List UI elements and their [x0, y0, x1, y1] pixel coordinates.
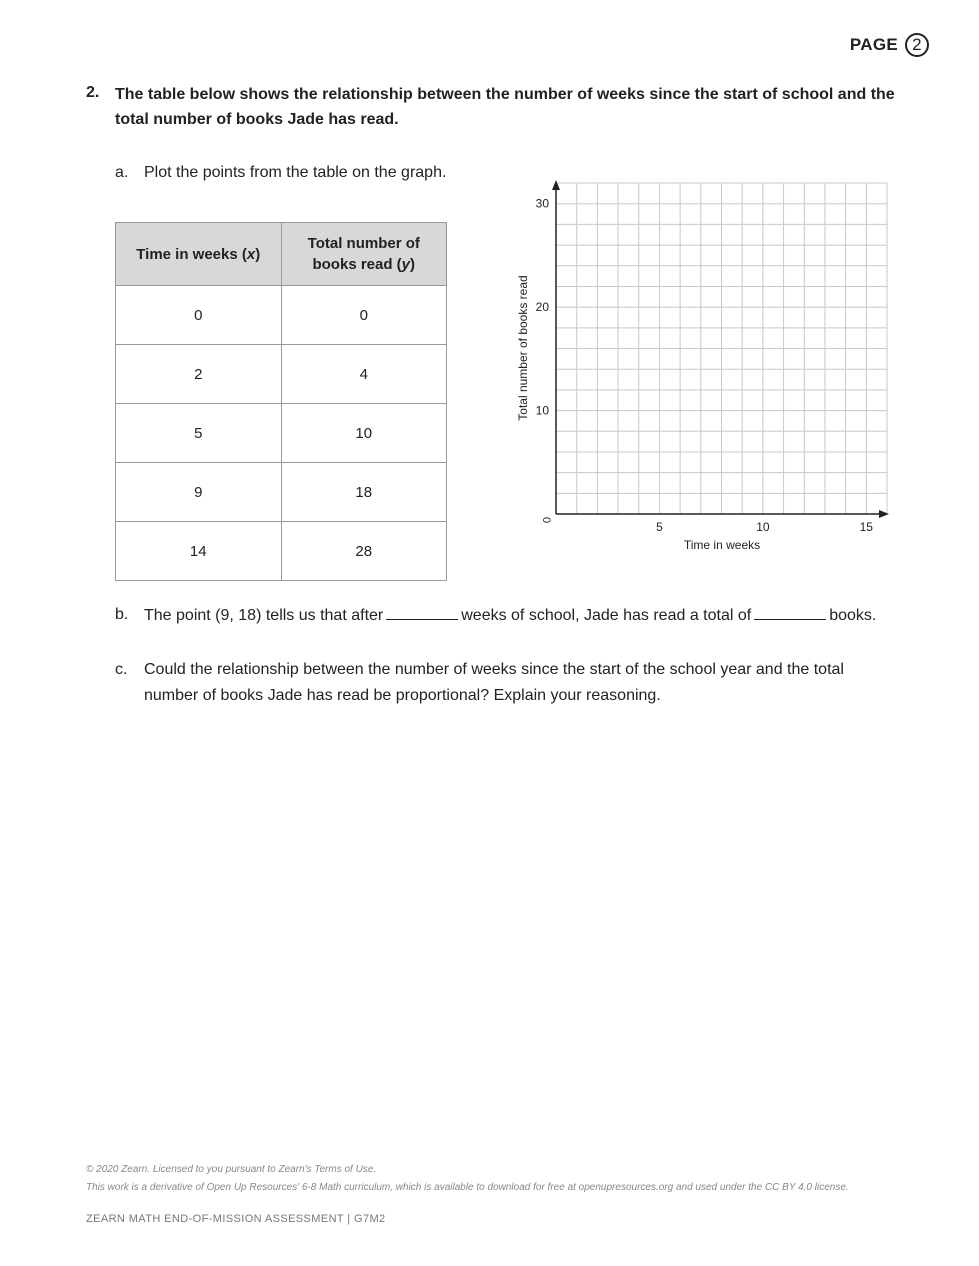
x-axis-label: Time in weeks — [683, 538, 761, 552]
part-b-text — [144, 603, 876, 629]
cell-x: 5 — [116, 404, 282, 463]
x-tick-label: 15 — [859, 520, 873, 534]
header-total-books: Total number of books read (y) — [281, 223, 447, 286]
part-a-letter: a. — [115, 164, 129, 181]
part-c-letter: c. — [115, 661, 128, 678]
question-text: The table below shows the relationship between the number of weeks since the start of school and the total number of books Jade has read. — [115, 86, 895, 128]
cell-y: 10 — [281, 404, 447, 463]
y-axis-label: Total number of books read — [516, 275, 530, 421]
cell-y: 18 — [281, 463, 447, 522]
grid-lines — [556, 183, 887, 514]
y-tick-label: 20 — [535, 300, 549, 315]
footer-copyright: © 2020 Zearn. Licensed to you pursuant to Zearn's Terms of Use. — [86, 1164, 377, 1175]
page-number-circle: 2 — [905, 33, 929, 57]
cell-x: 14 — [116, 522, 282, 581]
cell-y: 28 — [281, 522, 447, 581]
part-b-text-1: The point (9, 18) tells us that after — [144, 607, 384, 624]
y-axis-arrow-icon — [552, 180, 560, 190]
origin-label: 0 — [540, 516, 552, 524]
cell-y: 4 — [281, 345, 447, 404]
footer-license: This work is a derivative of Open Up Resources' 6-8 Math curriculum, which is available to download for free at openupresources.org and used under the CC BY 4.0 license. — [86, 1182, 849, 1193]
cell-x: 9 — [116, 463, 282, 522]
footer-assessment-title: ZEARN MATH END-OF-MISSION ASSESSMENT | G7M2 — [86, 1213, 386, 1225]
part-c-text: Could the relationship between the number of weeks since the start of the school year and the total number of books Jade has read be proportional? Explain your reasoning. — [144, 661, 844, 704]
cell-y: 0 — [281, 286, 447, 345]
coordinate-graph[interactable] — [0, 0, 979, 600]
cell-x: 2 — [116, 345, 282, 404]
y-tick-label: 10 — [535, 403, 549, 418]
y-tick-label: 30 — [535, 196, 549, 211]
books-answer-blank[interactable] — [754, 603, 826, 620]
cell-x: 0 — [116, 286, 282, 345]
header-time-weeks: Time in weeks (x) — [116, 223, 282, 286]
part-b-text-2: weeks of school, Jade has read a total of — [461, 607, 752, 624]
page-label: PAGE — [849, 35, 898, 54]
x-tick-label: 5 — [656, 520, 663, 534]
x-tick-label: 10 — [756, 520, 770, 534]
part-b-text-3: books. — [829, 607, 877, 624]
weeks-answer-blank[interactable] — [386, 603, 458, 620]
question-number: 2. — [86, 84, 100, 101]
part-a-text: Plot the points from the table on the graph. — [144, 164, 447, 181]
part-b-letter: b. — [115, 606, 129, 623]
